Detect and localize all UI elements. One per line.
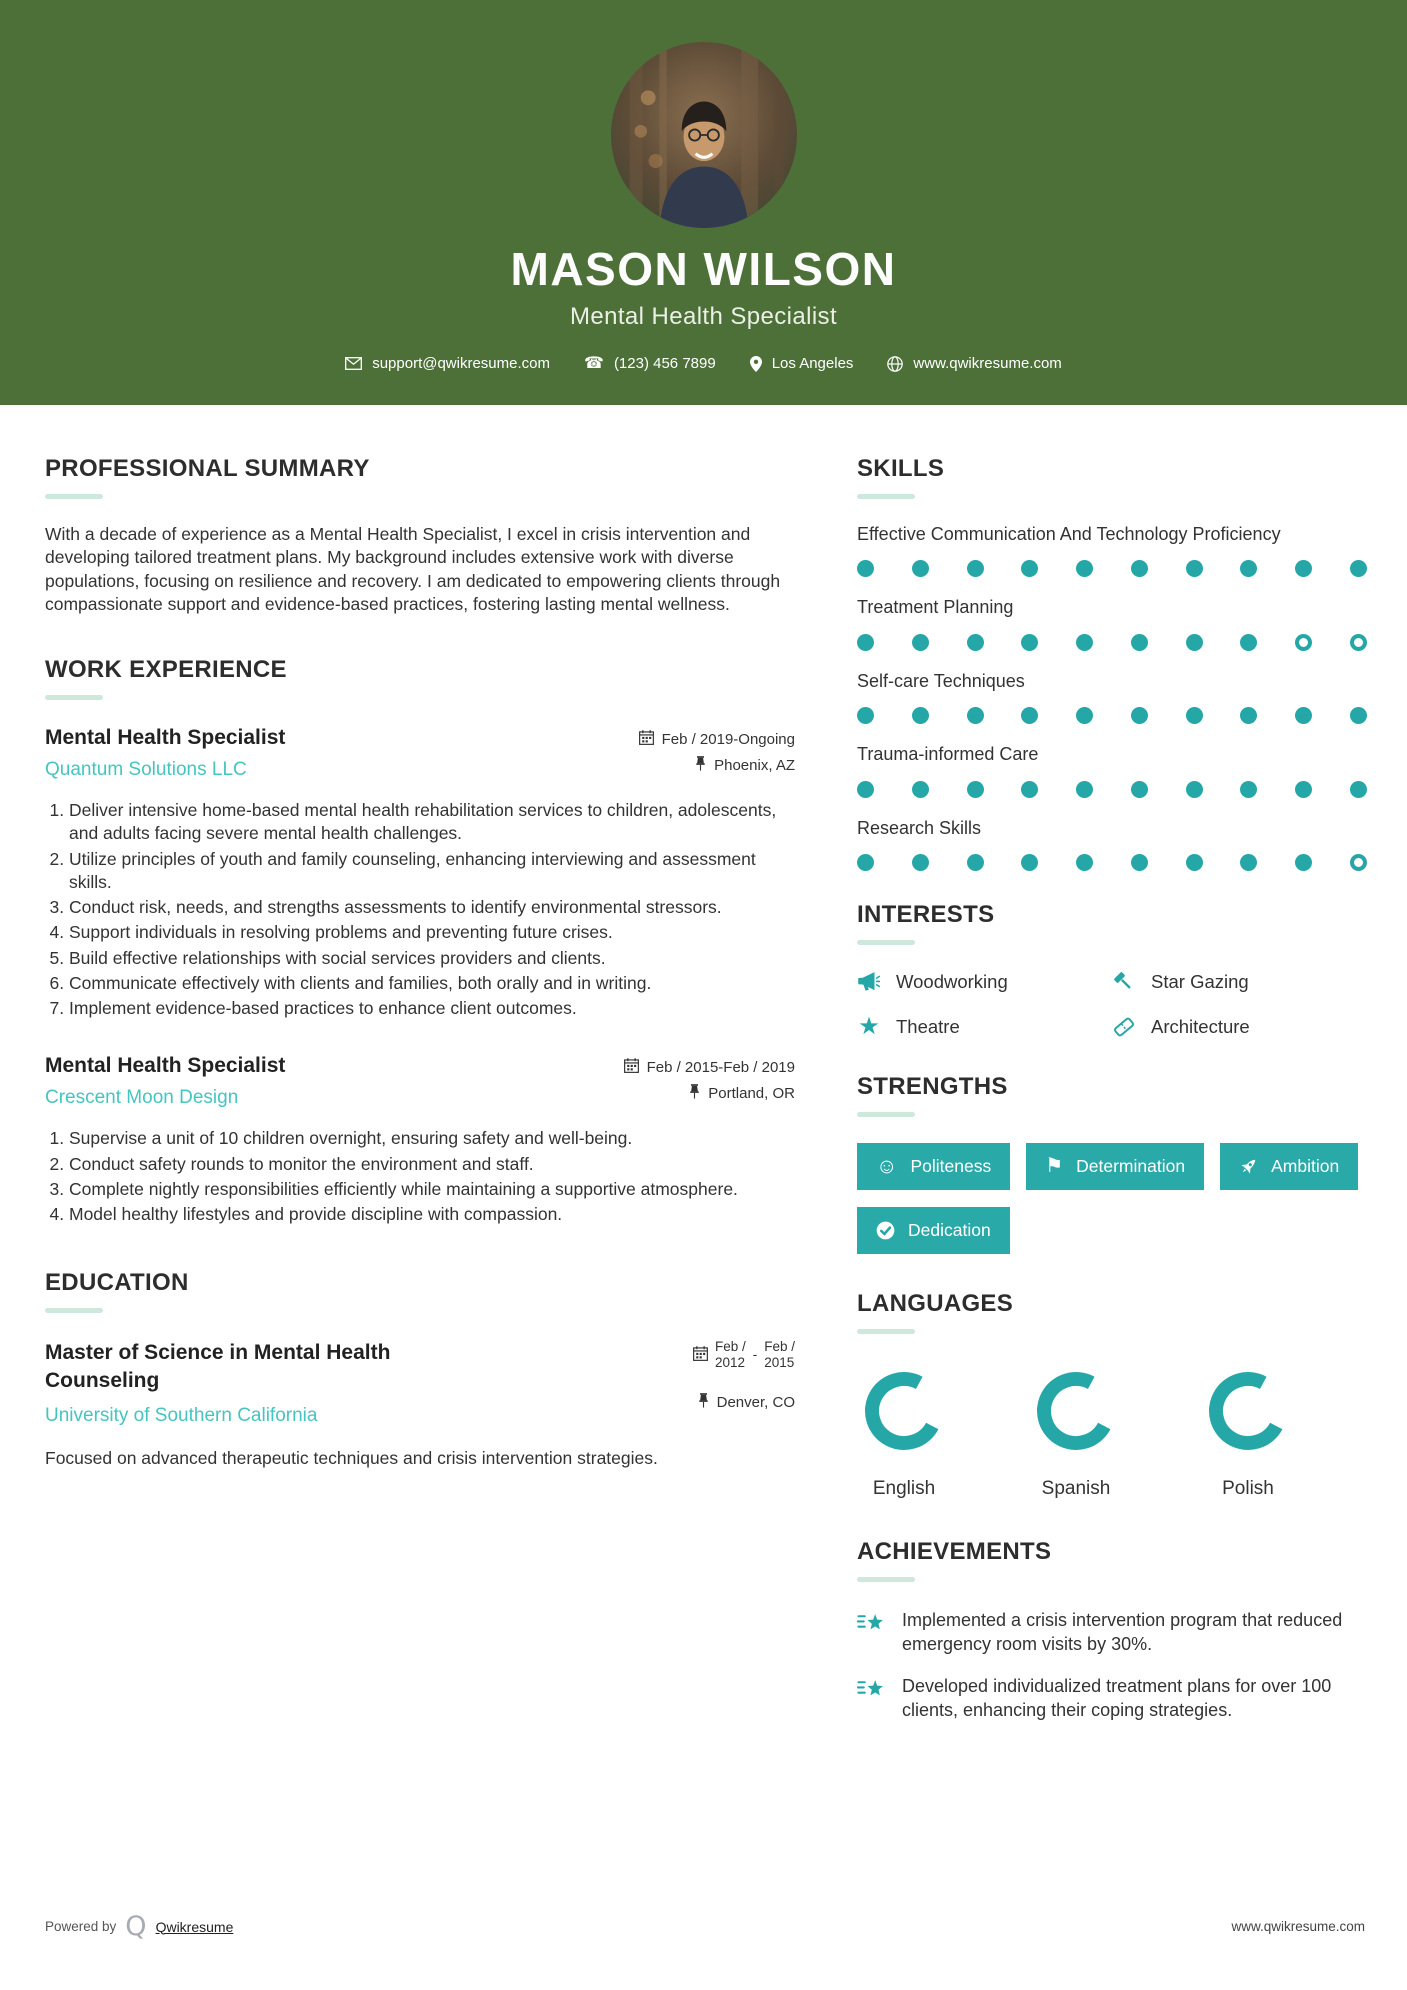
skill-rating-dots — [857, 707, 1367, 724]
skill-dot-filled — [1021, 854, 1038, 871]
skill-dot-filled — [967, 707, 984, 724]
globe-icon — [887, 356, 903, 372]
strength-label: Politeness — [910, 1155, 992, 1176]
skill-dot-filled — [1295, 781, 1312, 798]
skill-dot-filled — [1076, 634, 1093, 651]
skill-dot-filled — [967, 781, 984, 798]
skill-dot-filled — [1131, 634, 1148, 651]
heading-underline — [857, 494, 915, 499]
skill-dot-filled — [912, 854, 929, 871]
flag-icon: ⚑ — [1045, 1155, 1064, 1178]
job-meta — [624, 1054, 795, 1106]
language-item — [1029, 1364, 1123, 1500]
skill-label: Trauma-informed Care — [857, 744, 1039, 765]
language-item — [857, 1364, 951, 1500]
job-company: Quantum Solutions LLC — [45, 759, 247, 781]
calendar-icon — [639, 730, 654, 749]
language-label: Spanish — [1041, 1477, 1111, 1499]
job-bullet: 7. Implement evidence-based practices to enhance client outcomes. — [69, 997, 795, 1020]
skill-dot-filled — [912, 781, 929, 798]
calendar-icon — [624, 1058, 639, 1077]
section-heading: LANGUAGES — [857, 1289, 1014, 1317]
skill-dot-filled — [857, 707, 874, 724]
job-location: Portland, OR — [708, 1084, 795, 1102]
strength-label: Determination — [1076, 1155, 1186, 1176]
job-company: Crescent Moon Design — [45, 1087, 239, 1109]
heading-underline — [45, 1308, 103, 1313]
skill-label: Treatment Planning — [857, 597, 1014, 618]
job-bullet: 4. Support individuals in resolving problems and preventing future crises. — [69, 921, 795, 944]
qwikresume-logo-icon: Q — [125, 1911, 147, 1942]
job-title: Mental Health Specialist — [45, 726, 286, 750]
contact-email-text: support@qwikresume.com — [372, 355, 550, 372]
section-heading: PROFESSIONAL SUMMARY — [45, 455, 370, 482]
strength-badges — [857, 1143, 1367, 1254]
job-bullet: 2. Conduct safety rounds to monitor the environment and staff. — [69, 1153, 795, 1176]
skill-dot-filled — [1076, 560, 1093, 577]
section-work-experience — [45, 656, 795, 1226]
skill-dot-filled — [912, 634, 929, 651]
achievement-item — [857, 1674, 1367, 1723]
interest-item — [857, 971, 1112, 993]
languages-list — [857, 1364, 1367, 1500]
candidate-title: Mental Health Specialist — [569, 303, 838, 330]
skill-dot-filled — [1131, 707, 1148, 724]
skill-dot-filled — [1076, 707, 1093, 724]
education-date-start: Feb / 2012 — [714, 1338, 746, 1370]
skill-item — [857, 596, 1367, 650]
section-strengths — [857, 1073, 1367, 1254]
skill-dot-filled — [857, 634, 874, 651]
skill-dot-filled — [1021, 634, 1038, 651]
job-bullet: 5. Build effective relationships with social services providers and clients. — [69, 947, 795, 970]
heading-underline — [45, 494, 103, 499]
language-progress-ring — [1029, 1364, 1123, 1458]
skill-dot-filled — [1021, 560, 1038, 577]
language-label: Polish — [1222, 1477, 1274, 1499]
section-heading: SKILLS — [857, 455, 945, 482]
contact-website-text: www.qwikresume.com — [913, 355, 1062, 372]
heading-underline — [857, 1329, 915, 1334]
achievements-list — [857, 1608, 1367, 1722]
left-column — [45, 455, 795, 1739]
gavel-icon — [1112, 971, 1136, 993]
strength-label: Ambition — [1271, 1155, 1340, 1176]
skill-dot-filled — [857, 854, 874, 871]
skill-dot-filled — [1021, 781, 1038, 798]
job-entry — [45, 726, 795, 1020]
skill-dot-filled — [1350, 707, 1367, 724]
interest-item — [857, 1012, 1112, 1040]
skill-rating-dots — [857, 781, 1367, 798]
skill-dot-filled — [1186, 560, 1203, 577]
interest-label: Architecture — [1151, 1015, 1250, 1037]
skill-dot-filled — [1350, 781, 1367, 798]
skill-item — [857, 523, 1367, 577]
skill-dot-empty — [1295, 634, 1312, 651]
contact-row — [0, 355, 1407, 372]
skills-list — [857, 523, 1367, 871]
job-bullet: 1. Deliver intensive home-based mental health rehabilitation services to children, adolescents, and adults facing severe mental health challenges. — [69, 799, 795, 846]
skill-dot-empty — [1350, 854, 1367, 871]
right-column — [857, 455, 1367, 1739]
skill-dot-filled — [1240, 781, 1257, 798]
qwikresume-link[interactable]: Qwikresume — [155, 1918, 234, 1935]
pushpin-icon — [695, 756, 706, 775]
skill-dot-filled — [1240, 854, 1257, 871]
job-bullet: 4. Model healthy lifestyles and provide discipline with compassion. — [69, 1203, 795, 1226]
interests-grid — [857, 971, 1367, 1039]
section-achievements — [857, 1538, 1367, 1722]
skill-rating-dots — [857, 854, 1367, 871]
skill-dot-filled — [1186, 781, 1203, 798]
heading-underline — [45, 695, 103, 700]
achievement-item — [857, 1608, 1367, 1657]
skill-dot-filled — [857, 781, 874, 798]
powered-by-label: Powered by — [45, 1919, 117, 1934]
footer-website: www.qwikresume.com — [1231, 1919, 1365, 1934]
job-location: Phoenix, AZ — [714, 756, 795, 774]
skill-label: Effective Communication And Technology Proficiency — [857, 524, 1281, 544]
section-heading: STRENGTHS — [857, 1072, 1008, 1100]
shooting-star-icon — [857, 1608, 887, 1641]
job-bullet: 1. Supervise a unit of 10 children overnight, ensuring safety and well-being. — [69, 1127, 795, 1150]
interest-item — [1112, 1015, 1367, 1039]
interest-label: Theatre — [896, 1015, 960, 1037]
skill-dot-filled — [967, 854, 984, 871]
section-heading: EDUCATION — [45, 1268, 189, 1296]
ticket-icon — [1112, 1016, 1136, 1038]
contact-email[interactable] — [345, 355, 550, 372]
section-heading: ACHIEVEMENTS — [857, 1537, 1052, 1565]
section-heading: INTERESTS — [857, 900, 995, 928]
shooting-star-icon — [857, 1674, 887, 1707]
job-dates: Feb / 2019-Ongoing — [661, 730, 795, 748]
star-icon: ★ — [858, 1012, 880, 1040]
profile-photo-illustration — [611, 42, 797, 228]
section-interests — [857, 901, 1367, 1039]
skill-dot-filled — [1240, 707, 1257, 724]
education-date-end: Feb / 2015 — [764, 1338, 795, 1370]
heading-underline — [857, 1577, 915, 1582]
rocket-icon — [1239, 1157, 1258, 1176]
section-heading: WORK EXPERIENCE — [45, 656, 287, 684]
job-bullet-list — [45, 1127, 795, 1226]
contact-location — [750, 355, 854, 372]
skill-dot-filled — [1131, 854, 1148, 871]
strength-badge — [1026, 1143, 1204, 1190]
skill-dot-filled — [1350, 560, 1367, 577]
summary-paragraph: With a decade of experience as a Mental Health Specialist, I excel in crisis intervention and developing tailored treatment plans. My background includes extensive work with diverse populations, focusing on resilience and recovery. I am dedicated to empowering clients through compassionate support and evidence-based practices, fostering lasting mental wellness. — [45, 524, 781, 614]
job-dates: Feb / 2015-Feb / 2019 — [646, 1058, 795, 1076]
skill-item — [857, 670, 1367, 724]
education-description: Focused on advanced therapeutic techniques and crisis intervention strategies. — [45, 1448, 658, 1469]
megaphone-icon — [857, 972, 881, 992]
skill-dot-filled — [1076, 781, 1093, 798]
skill-dot-empty — [1350, 634, 1367, 651]
email-icon — [345, 357, 362, 370]
education-meta — [693, 1339, 795, 1412]
education-date-separator: - — [752, 1347, 758, 1363]
skill-dot-filled — [1186, 854, 1203, 871]
skill-item — [857, 743, 1367, 797]
profile-photo — [611, 42, 797, 228]
skill-dot-filled — [1240, 560, 1257, 577]
job-meta — [639, 726, 795, 778]
education-location: Denver, CO — [716, 1393, 795, 1411]
calendar-icon — [693, 1346, 708, 1364]
skill-dot-filled — [1295, 854, 1312, 871]
pushpin-icon — [698, 1393, 709, 1412]
contact-phone-text: (123) 456 7899 — [613, 355, 716, 372]
skill-dot-filled — [912, 707, 929, 724]
strength-badge — [1220, 1143, 1358, 1190]
interest-label: Star Gazing — [1151, 970, 1249, 992]
pushpin-icon — [689, 1084, 700, 1103]
contact-website[interactable] — [887, 355, 1061, 372]
job-bullet: 3. Conduct risk, needs, and strengths assessments to identify environmental stressors. — [69, 896, 795, 919]
skill-dot-filled — [1131, 781, 1148, 798]
header-banner — [0, 0, 1407, 405]
phone-icon: ☎ — [584, 354, 604, 372]
language-label: English — [872, 1477, 936, 1499]
section-education — [45, 1269, 795, 1471]
language-item — [1201, 1364, 1295, 1500]
achievement-text: Implemented a crisis intervention program that reduced emergency room visits by 30%. — [902, 1609, 1343, 1655]
candidate-name: MASON WILSON — [510, 243, 897, 295]
strength-label: Dedication — [908, 1219, 991, 1240]
location-pin-icon — [750, 356, 762, 372]
heading-underline — [857, 1112, 915, 1117]
skill-dot-filled — [1021, 707, 1038, 724]
language-progress-ring — [1201, 1364, 1295, 1458]
skill-dot-filled — [1131, 560, 1148, 577]
skill-item — [857, 817, 1367, 871]
check-circle-icon — [876, 1221, 895, 1240]
heading-underline — [857, 940, 915, 945]
contact-location-text: Los Angeles — [771, 355, 854, 372]
interest-item — [1112, 971, 1367, 993]
skill-rating-dots — [857, 634, 1367, 651]
skill-dot-filled — [967, 634, 984, 651]
skill-dot-filled — [967, 560, 984, 577]
section-skills — [857, 455, 1367, 871]
smiley-icon: ☺ — [876, 1154, 898, 1178]
interest-label: Woodworking — [896, 970, 1008, 992]
content-area — [0, 405, 1407, 1739]
strength-badge — [857, 1143, 1010, 1190]
skill-rating-dots — [857, 560, 1367, 577]
job-title: Mental Health Specialist — [45, 1054, 286, 1078]
skill-dot-filled — [1295, 707, 1312, 724]
skill-dot-filled — [857, 560, 874, 577]
skill-dot-filled — [1076, 854, 1093, 871]
skill-dot-filled — [1240, 634, 1257, 651]
education-degree: Master of Science in Mental Health Counseling — [45, 1340, 391, 1392]
skill-dot-filled — [1295, 560, 1312, 577]
skill-dot-filled — [912, 560, 929, 577]
skill-label: Self-care Techniques — [857, 670, 1025, 691]
skill-dot-filled — [1186, 634, 1203, 651]
job-entry — [45, 1054, 795, 1226]
job-bullet: 2. Utilize principles of youth and family counseling, enhancing interviewing and assessment skills. — [69, 848, 795, 895]
footer — [45, 1911, 1365, 1942]
job-bullet: 6. Communicate effectively with clients and families, both orally and in writing. — [69, 972, 795, 995]
skill-dot-filled — [1186, 707, 1203, 724]
education-school: University of Southern California — [45, 1405, 318, 1427]
strength-badge — [857, 1207, 1010, 1254]
section-professional-summary — [45, 455, 795, 616]
job-bullet: 3. Complete nightly responsibilities efficiently while maintaining a supportive atmosphere. — [69, 1178, 795, 1201]
section-languages — [857, 1290, 1367, 1500]
language-progress-ring — [857, 1364, 951, 1458]
skill-label: Research Skills — [857, 817, 982, 838]
contact-phone[interactable] — [584, 355, 716, 372]
job-bullet-list — [45, 799, 795, 1020]
achievement-text: Developed individualized treatment plans for over 100 clients, enhancing their coping strategies. — [902, 1675, 1332, 1720]
